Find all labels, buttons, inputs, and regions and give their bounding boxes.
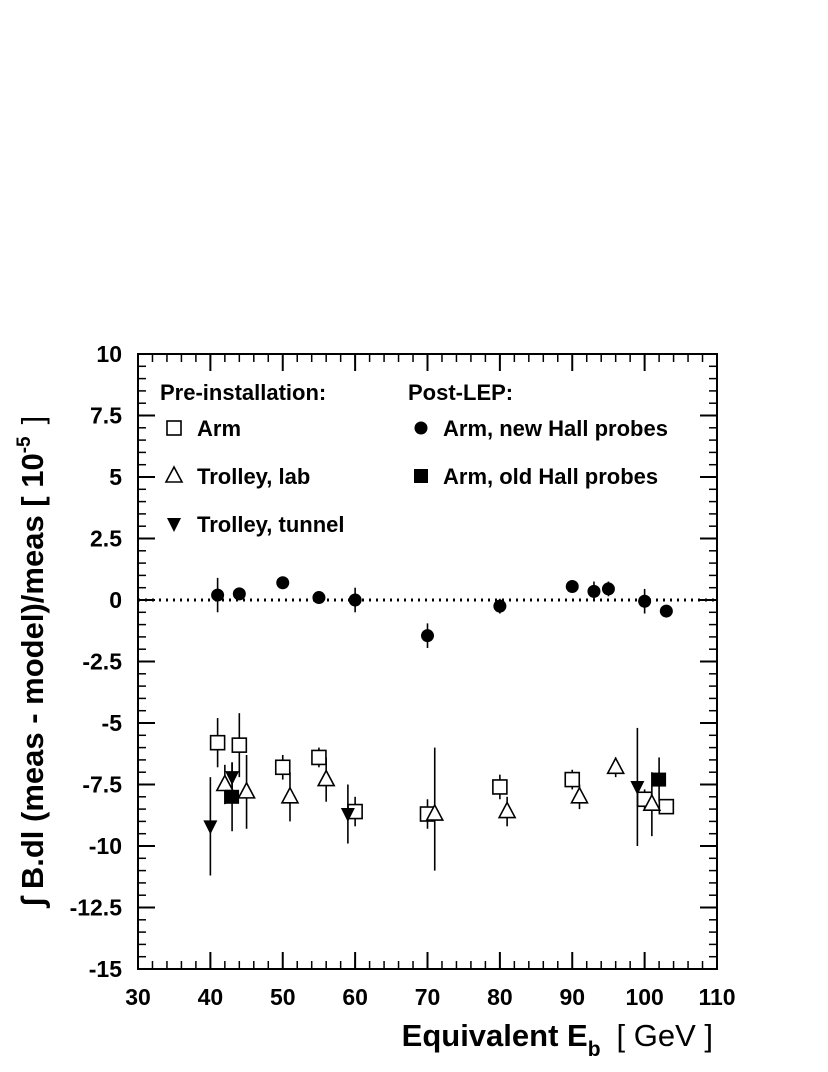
y-tick-label: -10 <box>88 833 122 859</box>
y-tick-label: 10 <box>96 341 122 367</box>
legend-marker-arm <box>167 421 181 435</box>
point-arm-new-hall-probes <box>493 600 506 613</box>
point-arm-new-hall-probes <box>233 587 246 600</box>
point-trolley-lab <box>571 788 587 803</box>
point-trolley-lab <box>282 788 298 803</box>
y-tick-label: -5 <box>101 710 122 736</box>
x-tick-label: 40 <box>197 984 224 1010</box>
data-markers <box>203 576 673 834</box>
legend-marker-trolley-lab <box>166 467 182 482</box>
point-arm-new-hall-probes <box>602 582 615 595</box>
x-tick-labels <box>125 984 735 1010</box>
y-tick-label: -12.5 <box>69 894 122 921</box>
y-tick-label: 7.5 <box>90 402 122 429</box>
point-arm <box>565 773 579 787</box>
point-arm-new-hall-probes <box>421 629 434 642</box>
point-arm-new-hall-probes <box>587 585 600 598</box>
point-arm-old-hall-probes <box>225 790 239 804</box>
point-trolley-lab <box>318 771 334 786</box>
x-tick-label: 60 <box>342 984 368 1010</box>
legend <box>166 416 668 537</box>
legend-marker-arm-new-hall-probes <box>415 422 428 435</box>
point-trolley-lab <box>239 783 255 798</box>
legend-heading-post-lep: Post-LEP: <box>408 380 514 405</box>
x-tick-label: 70 <box>414 984 441 1010</box>
point-arm <box>312 750 326 764</box>
x-tick-label: 30 <box>125 984 151 1010</box>
y-axis-title-end: ] <box>15 415 50 425</box>
point-arm <box>232 738 246 752</box>
point-arm-new-hall-probes <box>211 589 224 602</box>
point-trolley-tunnel <box>203 820 217 834</box>
legend-marker-arm-old-hall-probes <box>414 469 428 483</box>
x-tick-label: 110 <box>698 984 736 1010</box>
x-axis-title-subscript: b <box>587 1038 601 1061</box>
y-tick-label: -2.5 <box>82 648 122 675</box>
x-tick-label: 50 <box>269 984 296 1010</box>
legend-label-trolley-lab: Trolley, lab <box>197 464 311 489</box>
legend-label-arm-new-hall-probes: Arm, new Hall probes <box>443 416 668 441</box>
y-tick-label: 2.5 <box>90 525 122 552</box>
point-arm-new-hall-probes <box>349 594 362 607</box>
y-tick-label: -15 <box>88 956 122 982</box>
point-arm-new-hall-probes <box>276 576 289 589</box>
major-ticks <box>138 354 717 969</box>
point-arm-new-hall-probes <box>312 591 325 604</box>
minor-ticks <box>138 354 717 969</box>
y-tick-label: 0 <box>109 587 122 613</box>
legend-label-arm-old-hall-probes: Arm, old Hall probes <box>443 464 659 489</box>
x-axis-title-main: Equivalent E <box>401 1018 588 1053</box>
point-arm-new-hall-probes <box>566 580 579 593</box>
y-tick-label: -7.5 <box>82 771 122 798</box>
x-axis-title-unit: [ GeV ] <box>616 1018 713 1053</box>
x-tick-label: 90 <box>559 984 586 1010</box>
legend-label-trolley-tunnel: Trolley, tunnel <box>197 512 345 537</box>
y-tick-label: 5 <box>109 464 122 490</box>
legend-heading-pre-installation: Pre-installation: <box>160 380 327 405</box>
point-arm <box>493 780 507 794</box>
point-trolley-lab <box>608 758 624 773</box>
y-tick-labels <box>70 341 123 982</box>
x-tick-label: 100 <box>625 984 664 1010</box>
point-arm-new-hall-probes <box>638 595 651 608</box>
point-arm <box>659 800 673 814</box>
y-axis-title <box>14 416 50 910</box>
error-bars <box>210 578 666 876</box>
point-arm-old-hall-probes <box>652 773 666 787</box>
legend-label-arm: Arm <box>197 416 242 441</box>
y-axis-title-superscript: -5 <box>14 436 35 454</box>
point-trolley-lab <box>499 803 515 818</box>
point-arm-new-hall-probes <box>660 605 673 618</box>
plot-frame <box>138 354 717 969</box>
y-axis-title-main: ∫ B.dl (meas - model)/meas [ 10 <box>15 453 50 907</box>
legend-marker-trolley-tunnel <box>167 518 181 532</box>
point-arm <box>276 760 290 774</box>
point-arm <box>211 736 225 750</box>
x-axis-title <box>402 1018 713 1061</box>
x-tick-label: 80 <box>487 984 513 1010</box>
